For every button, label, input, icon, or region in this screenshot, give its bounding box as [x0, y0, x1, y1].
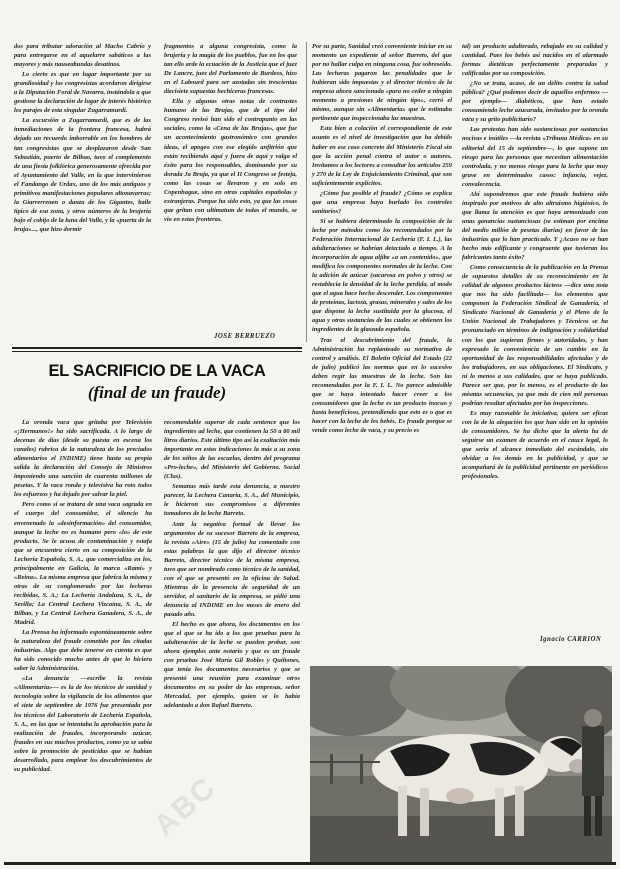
cow-photo: [310, 666, 612, 862]
paragraph: El hecho es que ahora, los documentos en los que el que se ha ido a los que pruebas para la adulteración de la leche se pueden probar, son ahora ejemplos ante notario y que es un fraude con pruebas José María Gil Robles y Quiñones, que tenía los documentos necesarios y que se presentó una reunión para examinar otros documentos en su poder de las empresas, señor Mercadal, por ejemplo, quien se lo había adelantado a don Rafael Barreto.: [164, 621, 300, 710]
paragraph: La excursión a Zugarramurdi, que es de las inmediaciones de la frontera francesa, habrá dejado un recuerdo imborrable en los hombres de tan congresistas que se desplazaron desde San Sebastián, puerto de Bilbao, tuvo el complemento de una fiesta folklórica generosamente ofrecida por el Ayuntamiento del Valle, en la que intervinieron el Fandango de Urdax, uno de los más antiguos y primitivos manifestaciones populares altonavarras; la Giarrerrenen o danza de los Gigantes, baile típico de esa zona, y otros números de la brujería bajo el cobijo de la luna del Valle, y la «puerta de la bruja»..., que hizo dormir: [14, 117, 151, 233]
paragraph: Como consecuencia de la publicación en la Prensa de supuestos detalles de su reconocimiento en la calidad de algunos productos lácteos —dice una nota que nos ha sido facilitada— los elementos que componen la Federación Sindical de Ganadería, el Sindicato Nacional de Ganadería y el Pleno de la Unión Nacional de Trabajadores y Técnicos se ha pronunciado en términos de indignación y solidaridad con los que supieran firmes y autoridades, y han expresado la conveniencia de un cambio en la oportunidad de las responsabilidades afectadas y de los trabajadores, en sus obligaciones. El Sindicato, y ni lo menos a sus calidades, que se haya publicado. Parece ser que, por lo menos, es el producto de las mismas secuencias, ya que más de cien mil personas podrían resultar afectadas por las inspecciones.: [462, 264, 608, 407]
paragraph: fragmentos a alguna congresista, como la brujería y la magia de los pueblos, fue en los que tan ello arde la ecuación de la Justicia que el juez De Lancre, juez del Parlamento de Burdeos, hizo en el Labourd para ser azotadas sin trescientas diecisiete supuestas hechiceras francesas.: [164, 43, 297, 96]
paragraph: ¿Cómo fue posible el fraude? ¿Cómo se explica que una empresa haya burlado los controles sanitarios?: [312, 189, 452, 215]
article-headline: EL SACRIFICIO DE LA VACA: [48, 362, 266, 380]
paragraph: Ante la negativa formal de llevar los argumentos de su sucesor Barreto de la empresa, la revista «Aire» (15 de julio) ha comentado con estas palabras la que dijo el director técnico Barreto, director técnico de la misma empresa, tuvo que ser nombrado como técnico de la sanidad, con el que se presentó en la oficina de Salud. Mientras de la presencia de seguridad de un servidor, el sanitario de la empresa, se pidió una denuncia al INDIME en los meses de enero del pasado año.: [164, 520, 300, 618]
paragraph: «La denuncia —escribe la revista «Alimentaria»— es la de los técnicos de sanidad y tecnología sobre la vigilancia de los alimentos que el siete de septiembre de 1976 fue presentada por los técnicos del Laboratorio de Lechería Española, S. A., en las que se intentaba la aprobación para la realización de fraudes, incorporando azúcar, fraudes en sus muchos productos, como ya se sabía sobre la promoción de pesticidas que se habían desarrollado, para emplear los descubrimientos de su publicidad.: [14, 675, 152, 773]
paragraph: recomendable superar de cada sentence que los ingredientes ad leche, que contienen la 50 a 80 mil litros diarios. Este último tipo así la exaltación más importante en estas indicaciones la más a su zona de los niños de las escuelas, dentro del programa «Pro-leche», del Ministerio del Gobierno. Social (Clus).: [164, 419, 300, 481]
watermark: ABC: [147, 770, 223, 843]
paragraph: dos para tributar adoración al Macho Cabrío y para entregarse en el aquelarre sabáticos a las mayores y más nauseabundas desatinos.: [14, 43, 151, 69]
paragraph: Si se hubiera determinado la composición de la leche por métodos como los recomendados por la Federación Internacional de Lechería (F. I. L.), las adulteraciones se habrían detectado a tiempo. A la incorporación de agua aljibe «a un contenido», que modifica los componentes normales de la leche. Con la adición de azúcar (sacarosa en polvo y otros) se restablecía la densidad de la leche perdida, al modo que el agua hace hecho descender. Los componentes de proteínas, lactosa, grasas, minerales y sales de los que dispone la leche sustituida por la glucosa, el agua y otras sustancias de las cuales se obtienen los ingredientes de la glaseada española.: [312, 217, 452, 334]
page-bottom-rule: [4, 862, 616, 865]
paragraph: Ahí supondremos que este fraude hubiera sido inspirado por motivos de alto altruismo higiénico, lo que llama la atención es que haya armonizado con unas ganancias sustanciosas (se estiman por encima del medio millón de pesetas diarias) en favor de las industrias que lo han practicado. Y ¿Acaso no se han hecho más edificante y congruente que tuvieran los fabricantes tanto éxito?: [462, 190, 608, 262]
right-column-b: [462, 42, 608, 482]
paragraph: Semanas más tarde esta denuncia, a nuestro parecer, la Lechera Canaria, S. A., del Municipio, le hicieron sus compromisos a diferentes tomadores de la leche Barreto.: [164, 483, 300, 518]
column-divider: [306, 42, 307, 342]
article-subhead: (final de un fraude): [87, 383, 227, 402]
paragraph: tal) un producto adulterado, rebajado en su calidad y cantidad. Pues los bebés así nacidos en el alarmado formas dietéticas perfectamente preparadas y calificadas por su composición.: [462, 43, 608, 78]
paragraph: Esta bien a colación el correspondiente de este asunto es el nivel de investigación que ha debido haber en ese caso concreto del Ministerio Fiscal sin que la acción penal contra el autor o autores. Invitamos a los lectores a consultar los artículos 259 y 270 de la Ley de Enjuiciamiento Criminal, que son suficientemente explícitos.: [312, 125, 452, 187]
cow-photo-illustration: [310, 666, 612, 862]
paragraph: Pero como si se tratara de una vaca sagrada en el cuerpo del consumidor, el silencio ha envenenado la «desinformación» del consumidor, aunque la leche no es humano pero «lo» de este producto. Se le acusa de contaminación y estafa que se encuentra cierto en su composición de la Lechería Española, S. A., que comercializa en los, principalmente en Galicia, la marca «Rami» y «Reina». La misma empresa que fabrica la misma y otras de su conglomerado por las lecheras recibidas, S. A.; La Lechería Andaluza, S. A., de Sevilla; La Central Lechera Vizcaína, S. A., de Bilbao, y La Central Lechera Ganadera, S. A., de Madrid.: [14, 501, 152, 627]
paragraph: La oronda vaca que gritaba por Televisión «¡Hermanos!» ha sido sacrificada. A lo largo de decenas de días (desde su puesta en escena los canales) rubrica de la naturaleza de los preciados alimentarios el INDIME) tiene hasta su propia salida la declaración del Consejo de Ministros imponiendo una sanción de cuarenta millones de pesetas. Y la vaca ronda y televisiva ha roto todos los esfuerzos y ha dejado por salvar la piel.: [14, 419, 152, 499]
paragraph: Por su parte, Sanidad creó conveniente iniciar en su momento un expediente al señor Barreto, del que por no hallar culpa en ninguna cosa, fue sobreseído. Las lecheras pagaron las penalidades que le hubieran sido impuestas y el director técnico de la empresa ahora sancionada «para no ceder a ningún momento a presiones de ningún tipo», cerró el mismo, aunque sin «Alimentaria» que le estimaba pertinente que inspeccionaba las muestras.: [312, 43, 452, 123]
paragraph: Tras el descubrimiento del fraude, la Administración ha replanteado su normativa de control y análisis. El Boletín Oficial del Estado (22 de julio) publicó las normas que en lo sucesivo deben regir las muestras de la leche. Son las recomendadas por la F. I. L. No parece admisible que se haya intentado hacer creer a los consumidores que la leche es un producto inocuo y hasta beneficioso, pretendiendo que esto es o que es hacer con la leche de los bebés. Es fraude porque se vende como leche de vaca, y su precio es: [312, 336, 452, 434]
paragraph: Lo cierto es que en lugar importante por su grandiosidad y los congresistas acordaron dirigirse a la Diputación Foral de Navarra, instándola a que gestione la declaración de lugar de interés histórico los parajes de esta singular Zugarramurdi.: [14, 71, 151, 115]
right-column-a: [312, 42, 452, 436]
author-signature: Ignacio CARRION: [540, 636, 602, 643]
author-signature: JOSE BERRUEZO: [214, 333, 276, 340]
top-left-column: [14, 42, 151, 235]
article-column-left: [14, 418, 152, 775]
paragraph: Las protestas han sido sustanciosas por sustancias nocivas e inútiles —la revista «Tribuna Médica» en su editorial del 15 de septiembre—, lo que supone un riesgo para las personas que necesitan alimentación controlada, y no menos riesgo para la leche que muy grave en determinados casos: infancia, vejez, convalecencia.: [462, 126, 608, 188]
paragraph: Ella y algunas otras notas de contrastes humano de las Brujas, que de el tipo del Congreso revisó han sido el contrapunto en las sociales, como la «Cena de las Brujas», que fue un acontecimiento gastronómico con grandes ideas, el apogeo con ese elegido anfitrión que están recibiendo aquí y fuera de aquí y valga el éxito para los responsables, dominando por su dorada Ja Bruja, ya que el II Congreso se festeja, como las cosas se llevaron y en solo en Copenhague, sino en otras capitales españolas y extranjeras. Porque ha sido esto, ya que las cosas que gritan con ultimatum de todas el mundo, se vio en estas fronteras.: [164, 98, 297, 223]
top-middle-column: [164, 42, 297, 225]
section-rule: [12, 347, 302, 349]
paragraph: ¿No se trata, acaso, de un delito contra la salud pública? ¿Qué podemos decir de aquellos enfermos —por ejemplo— diabéticos, que han estado consumiendo leche azucarada, invitados por la oronda vaca y su grito publicitario?: [462, 80, 608, 124]
section-rule: [12, 351, 302, 352]
article-column-middle: [164, 418, 300, 712]
paragraph: Es muy razonable la iniciativa, quiere ser eficaz con la de la alegación los que han sido en la opinión de consumidores. Se ha dicho que la alerta ha de seguirse un examen de acuerdo en el cauce legal, lo que sería el alcance inmediato del escándalo, sin olvidar a los demás en la publicidad, y que se acompañará de la publicidad pertinente en periódicos profesionales.: [462, 409, 608, 481]
paragraph: La Prensa ha informado espontáneamente sobre la naturaleza del fraude cometido por las citadas industrias. Algo que debe tenerse en cuenta es que ha sido conocido mucho antes de que lo hiciera saber la Administración.: [14, 629, 152, 673]
